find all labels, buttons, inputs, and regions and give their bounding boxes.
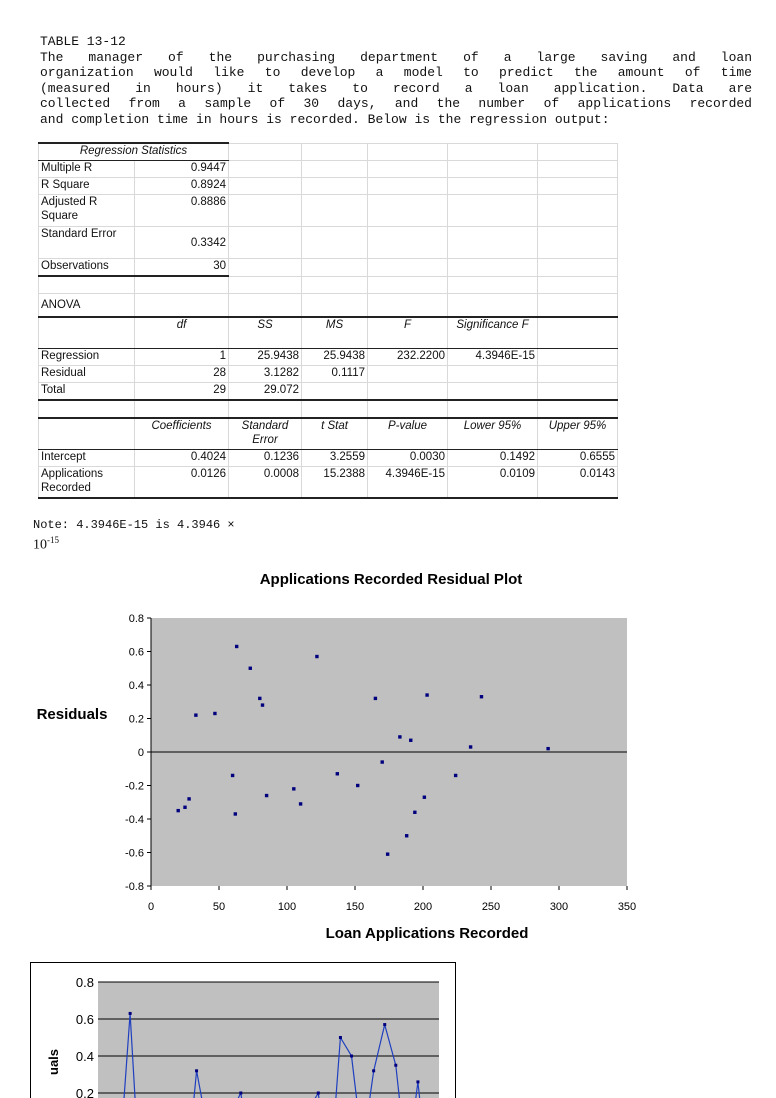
- exponent-note: [33, 518, 235, 553]
- y-tick-label: -0.2: [125, 780, 144, 793]
- coef-row-label: Applications Recorded: [39, 467, 135, 499]
- problem-statement: [40, 34, 752, 127]
- coef-header: P-value: [368, 418, 448, 450]
- data-point: [261, 703, 264, 706]
- y-tick-label: 0.8: [75, 975, 94, 990]
- coef-se: 0.0008: [229, 467, 302, 499]
- coef-header: Upper 95%: [538, 418, 618, 450]
- data-point: [183, 806, 186, 809]
- stat-label: Adjusted R Square: [39, 195, 135, 227]
- stat-value: 0.3342: [135, 227, 229, 259]
- coef-row-label: Intercept: [39, 450, 135, 467]
- coef-header: t Stat: [302, 418, 368, 450]
- coef-lower: 0.1492: [448, 450, 538, 467]
- data-point: [454, 774, 457, 777]
- y-tick-label: -0.6: [125, 847, 144, 860]
- stat-value: 0.8924: [135, 178, 229, 195]
- data-point: [405, 834, 408, 837]
- x-tick-label: 150: [345, 901, 365, 913]
- y-tick-label: 0.4: [75, 1049, 94, 1064]
- anova-header: SS: [229, 317, 302, 349]
- data-point: [394, 1064, 397, 1067]
- data-point: [416, 1080, 419, 1083]
- y-tick-label: 0.4: [128, 680, 144, 692]
- x-tick-label: 200: [413, 901, 433, 913]
- x-axis-label: Loan Applications Recorded: [325, 925, 529, 942]
- anova-sig: 4.3946E-15: [448, 349, 538, 366]
- regression-output-table: [38, 142, 618, 499]
- anova-row-label: Regression: [39, 349, 135, 366]
- data-point: [195, 1069, 198, 1072]
- anova-title: ANOVA: [39, 294, 135, 318]
- data-point: [374, 697, 377, 700]
- data-point: [381, 760, 384, 763]
- anova-header: df: [135, 317, 229, 349]
- anova-ss: 29.072: [229, 383, 302, 401]
- data-point: [239, 1092, 242, 1095]
- data-point: [383, 1023, 386, 1026]
- coef-header: Coefficients: [135, 418, 229, 450]
- stat-value: 0.9447: [135, 161, 229, 178]
- intro-line: The manager of the purchasing department of a large saving and loan: [40, 49, 752, 65]
- anova-f: 232.2200: [368, 349, 448, 366]
- data-point: [546, 747, 549, 750]
- coef-upper: 0.0143: [538, 467, 618, 499]
- data-point: [480, 695, 483, 698]
- data-point: [194, 713, 197, 716]
- data-point: [129, 1012, 132, 1015]
- coef-value: 0.4024: [135, 450, 229, 467]
- residual-line-plot: [30, 962, 456, 1098]
- anova-ss: 25.9438: [229, 349, 302, 366]
- stat-label: Observations: [39, 259, 135, 277]
- stat-label: Multiple R: [39, 161, 135, 178]
- anova-ms: 0.1117: [302, 366, 368, 383]
- coef-header: Standard Error: [229, 418, 302, 450]
- data-point: [231, 774, 234, 777]
- data-point: [356, 784, 359, 787]
- anova-df: 28: [135, 366, 229, 383]
- data-point: [315, 655, 318, 658]
- anova-df: 29: [135, 383, 229, 401]
- data-point: [413, 811, 416, 814]
- anova-header: Significance F: [448, 317, 538, 349]
- coef-p: 4.3946E-15: [368, 467, 448, 499]
- note-exponent: -15: [47, 535, 59, 545]
- data-point: [187, 797, 190, 800]
- data-point: [339, 1036, 342, 1039]
- data-point: [469, 745, 472, 748]
- y-tick-label: -0.8: [125, 881, 144, 893]
- data-point: [299, 802, 302, 805]
- regression-statistics-title: Regression Statistics: [39, 143, 229, 161]
- y-tick-label: 0.6: [75, 1012, 94, 1027]
- anova-row-label: Residual: [39, 366, 135, 383]
- data-point: [213, 712, 216, 715]
- coef-upper: 0.6555: [538, 450, 618, 467]
- note-power: [33, 533, 235, 553]
- data-point: [292, 787, 295, 790]
- coef-lower: 0.0109: [448, 467, 538, 499]
- data-point: [177, 809, 180, 812]
- intro-line: collected from a sample of 30 days, and the number of applications recorded: [40, 96, 752, 111]
- y-tick-label: 0.8: [128, 613, 144, 625]
- data-point: [234, 812, 237, 815]
- anova-ms: 25.9438: [302, 349, 368, 366]
- data-point: [425, 693, 428, 696]
- coef-value: 0.0126: [135, 467, 229, 499]
- intro-line: (measured in hours) it takes to record a loan application. Data are: [40, 80, 752, 96]
- coef-t: 15.2388: [302, 467, 368, 499]
- data-point: [372, 1069, 375, 1072]
- table-label: TABLE 13-12: [40, 34, 126, 49]
- coef-header: Lower 95%: [448, 418, 538, 450]
- anova-header: F: [368, 317, 448, 349]
- anova-ss: 3.1282: [229, 366, 302, 383]
- data-point: [317, 1092, 320, 1095]
- y-tick-label: 0.2: [128, 713, 144, 726]
- x-tick-label: 50: [212, 901, 226, 913]
- x-tick-label: 300: [549, 901, 569, 913]
- y-tick-label: 0.6: [128, 646, 144, 659]
- data-point: [409, 739, 412, 742]
- anova-row-label: Total: [39, 383, 135, 401]
- x-tick-label: 250: [481, 901, 501, 913]
- data-point: [398, 735, 401, 738]
- x-tick-label: 350: [617, 901, 637, 913]
- y-tick-label: -0.4: [125, 814, 144, 826]
- stat-label: R Square: [39, 178, 135, 195]
- coef-se: 0.1236: [229, 450, 302, 467]
- stat-label: Standard Error: [39, 227, 135, 259]
- residual-plot: [0, 560, 776, 955]
- x-tick-label: 100: [277, 901, 297, 913]
- coef-t: 3.2559: [302, 450, 368, 467]
- data-point: [265, 794, 268, 797]
- data-point: [258, 697, 261, 700]
- data-point: [350, 1055, 353, 1058]
- data-point: [336, 772, 339, 775]
- data-point: [249, 667, 252, 670]
- intro-line: and completion time in hours is recorded. Below is the regression output:: [40, 111, 610, 127]
- y-axis-label: uals: [46, 1048, 61, 1076]
- data-point: [386, 852, 389, 855]
- stat-value: 30: [135, 259, 229, 277]
- coef-p: 0.0030: [368, 450, 448, 467]
- chart-title: Applications Recorded Residual Plot: [259, 571, 523, 588]
- intro-line: organization would like to develop a model to predict the amount of time: [40, 65, 752, 80]
- data-point: [235, 645, 238, 648]
- x-tick-label: 0: [147, 901, 155, 913]
- anova-header: MS: [302, 317, 368, 349]
- plot-area: [98, 982, 439, 1098]
- note-text: Note: 4.3946E-15 is 4.3946 ×: [33, 518, 235, 532]
- stat-value: 0.8886: [135, 195, 229, 227]
- anova-df: 1: [135, 349, 229, 366]
- note-base: 10: [33, 537, 47, 553]
- y-tick-label: 0.2: [75, 1086, 94, 1098]
- y-axis-label: Residuals: [36, 706, 108, 723]
- data-point: [423, 796, 426, 799]
- y-tick-label: 0: [137, 747, 144, 759]
